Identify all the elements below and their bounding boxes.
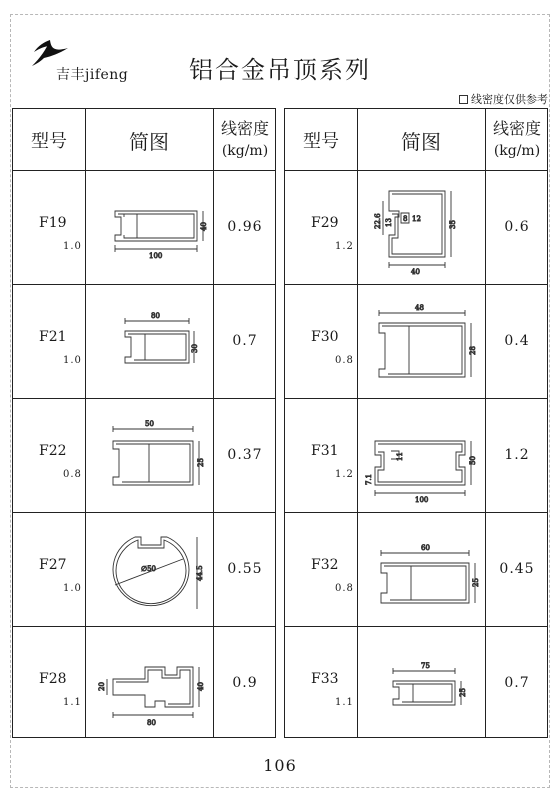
note-text: 线密度仅供参考 bbox=[471, 93, 548, 106]
dimension-label: 35 bbox=[449, 220, 457, 229]
product-table-left bbox=[12, 108, 276, 738]
dimension-label: 13 bbox=[385, 218, 393, 227]
profile-diagram-f28 bbox=[93, 633, 209, 735]
dimension-label: 8 bbox=[403, 215, 408, 223]
density-value: 0.9 bbox=[232, 675, 258, 691]
table-row bbox=[285, 627, 547, 741]
dimension-label: 48 bbox=[415, 304, 424, 312]
model-code: F28 bbox=[39, 671, 67, 687]
table-row bbox=[285, 399, 547, 513]
header-density bbox=[213, 109, 277, 171]
dimension-label: 12 bbox=[412, 215, 421, 223]
header-model: 型号 bbox=[303, 131, 339, 152]
checkbox-square-icon bbox=[459, 95, 468, 104]
profile-diagram-f19 bbox=[93, 177, 209, 279]
density-value: 0.7 bbox=[504, 675, 530, 691]
dimension-label: 11 bbox=[396, 452, 404, 461]
table-row bbox=[13, 627, 275, 741]
profile-diagram-f30 bbox=[365, 291, 481, 393]
profile-diagram-f32 bbox=[365, 519, 481, 621]
dimension-label: 60 bbox=[421, 544, 430, 552]
product-table-right bbox=[284, 108, 548, 738]
profile-diagram-f27 bbox=[93, 519, 209, 621]
density-value: 0.6 bbox=[504, 219, 530, 235]
density-value: 0.7 bbox=[232, 333, 258, 349]
model-code: F22 bbox=[39, 443, 67, 459]
wall-thickness: 1.0 bbox=[63, 241, 82, 252]
reference-note bbox=[459, 91, 548, 107]
density-value: 0.55 bbox=[227, 561, 263, 577]
dimension-label: 40 bbox=[197, 682, 205, 691]
density-value: 1.2 bbox=[504, 447, 530, 463]
density-value: 0.4 bbox=[504, 333, 530, 349]
header-density bbox=[485, 109, 549, 171]
dimension-label: 30 bbox=[191, 344, 199, 353]
dimension-label: 80 bbox=[151, 312, 160, 320]
model-code: F30 bbox=[311, 329, 339, 345]
brand-name: 吉丰jifeng bbox=[56, 67, 129, 83]
table-row bbox=[13, 171, 275, 285]
dimension-label: 25 bbox=[197, 458, 205, 467]
wall-thickness: 0.8 bbox=[335, 583, 354, 594]
dimension-label: 28 bbox=[469, 346, 477, 355]
header-density-label: 线密度 bbox=[492, 119, 541, 138]
dimension-label: ∅50 bbox=[141, 565, 157, 573]
page-number: 106 bbox=[263, 756, 297, 775]
model-code: F19 bbox=[39, 215, 67, 231]
header-diagram: 简图 bbox=[401, 129, 441, 154]
wall-thickness: 0.8 bbox=[63, 469, 82, 480]
dimension-label: 7.1 bbox=[365, 473, 373, 485]
dimension-label: 50 bbox=[469, 456, 477, 465]
density-value: 0.45 bbox=[499, 561, 535, 577]
wall-thickness: 1.2 bbox=[335, 241, 354, 252]
profile-diagram-f21 bbox=[93, 291, 209, 393]
profile-diagram-f33 bbox=[365, 633, 481, 735]
page-title: 铝合金吊顶系列 bbox=[189, 56, 371, 84]
model-code: F21 bbox=[39, 329, 67, 345]
dimension-label: 40 bbox=[411, 268, 420, 276]
dimension-label: 25 bbox=[459, 688, 467, 697]
table-row bbox=[285, 513, 547, 627]
dimension-label: 40 bbox=[200, 222, 208, 231]
model-code: F27 bbox=[39, 557, 67, 573]
wall-thickness: 1.0 bbox=[63, 355, 82, 366]
dimension-label: 100 bbox=[415, 496, 429, 504]
wall-thickness: 0.8 bbox=[335, 355, 354, 366]
table-row bbox=[285, 285, 547, 399]
wall-thickness: 1.1 bbox=[335, 697, 354, 708]
wall-thickness: 1.0 bbox=[63, 583, 82, 594]
dimension-label: 75 bbox=[421, 662, 430, 670]
density-value: 0.96 bbox=[227, 219, 263, 235]
header-diagram: 简图 bbox=[129, 129, 169, 154]
model-code: F32 bbox=[311, 557, 339, 573]
table-row bbox=[13, 285, 275, 399]
model-code: F29 bbox=[311, 215, 339, 231]
header-model: 型号 bbox=[31, 131, 67, 152]
dimension-label: 22.6 bbox=[374, 213, 382, 229]
dimension-label: 80 bbox=[147, 719, 156, 727]
dimension-label: 25 bbox=[472, 578, 480, 587]
table-row bbox=[13, 399, 275, 513]
table-header bbox=[13, 109, 275, 171]
dimension-label: 100 bbox=[149, 252, 163, 260]
wall-thickness: 1.2 bbox=[335, 469, 354, 480]
dimension-label: 50 bbox=[145, 420, 154, 428]
profile-diagram-f22 bbox=[93, 405, 209, 507]
table-header bbox=[285, 109, 547, 171]
header-density-unit: (kg/m) bbox=[493, 143, 541, 159]
header-density-unit: (kg/m) bbox=[221, 143, 269, 159]
dimension-label: 20 bbox=[98, 682, 106, 691]
header-density-label: 线密度 bbox=[220, 119, 269, 138]
profile-diagram-f29 bbox=[365, 177, 481, 279]
profile-diagram-f31 bbox=[365, 405, 481, 507]
dimension-label: 44.5 bbox=[196, 565, 204, 581]
table-row bbox=[13, 513, 275, 627]
model-code: F33 bbox=[311, 671, 339, 687]
model-code: F31 bbox=[311, 443, 339, 459]
wall-thickness: 1.1 bbox=[63, 697, 82, 708]
density-value: 0.37 bbox=[227, 447, 263, 463]
table-row bbox=[285, 171, 547, 285]
